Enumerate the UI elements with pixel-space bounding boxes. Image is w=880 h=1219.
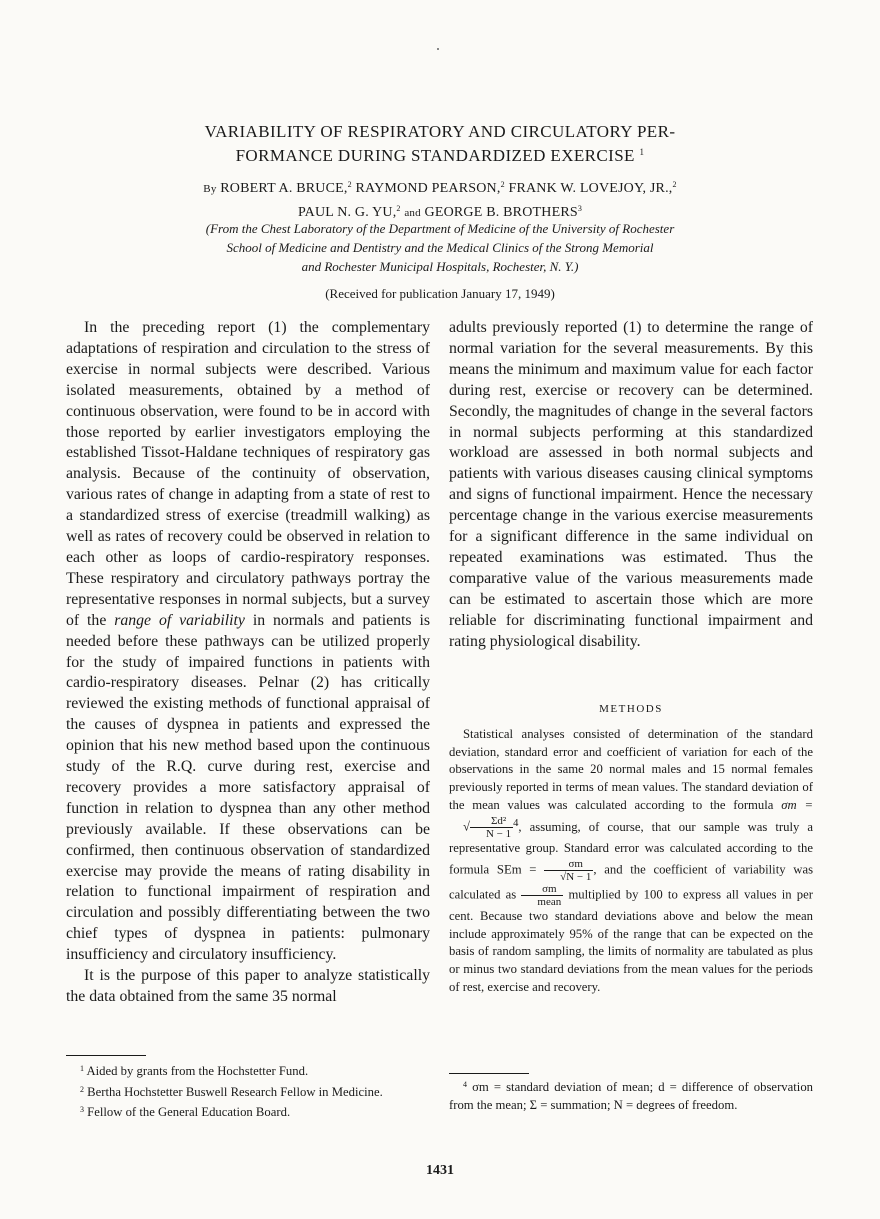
intro-text-b: in normals and patients is needed before these pathways can be utilized properly for the study of impaired functions in patients with cardio-respiratory diseases. Pelnar (2) has critically reviewed the existing methods of functional appraisal of the causes of dyspnea in patients and expressed the opinion that his new method based upon the continuous study of the R.Q. curve during rest, exercise and recovery provides a more satisfactory appraisal of function in relation to dyspnea than any other method previously available. If these observations can be confirmed, then continuous observation of standardized exercise may provide the means of rating disability in relation to functional impairment of respiration and circulation and possibly differentiating between the two chief types of dyspnea in patients: pulmonary insufficiency and circulatory insufficiency. [66, 611, 430, 964]
right-column [449, 318, 813, 653]
intro-emphasis: range of variability [114, 611, 245, 629]
received-date: (Received for publication January 17, 1949) [325, 286, 555, 301]
paragraph-purpose-continued: adults previously reported (1) to determine the range of normal variation for the several measurements. By this means the minimum and maximum value for each factor during rest, exercise or recovery can be determined. Secondly, the magnitudes of change in the several factors in normal subjects performing at this standardized workload are assessed in both normal subjects and patients with various diseases causing clinical symptoms and signs of functional impairment. Hence the necessary percentage change in the various exercise measurements for a significant difference in the same individual on repeated examinations was estimated. Thus the comparative value of the various measurements made can be estimated to ascertain those which are more reliable for discriminating functional impairment and rating physiological disability. [449, 319, 813, 650]
title-line-2-text: FORMANCE DURING STANDARDIZED EXERCISE [235, 146, 635, 165]
footnote-mark: 1 [80, 1064, 84, 1073]
formula-sd-denominator: N − 1 [485, 828, 512, 841]
footnote-mark: 4 [463, 1080, 467, 1089]
footnotes-left [66, 1060, 430, 1122]
formula-se-fraction [544, 858, 593, 883]
author-mark: 2 [500, 180, 505, 189]
affiliation-line-1: (From the Chest Laboratory of the Department of Medicine of the University of Rochester [205, 221, 675, 236]
methods-text-4: multiplied by 100 to express all values in per cent. Because two standard deviations above and below the mean include approximately 95% of the range that can be expected on the basis of random sampling, the limits of normality are tabulated as plus or minus two standard deviations from the mean values for the periods of rest, exercise and recovery. [449, 887, 813, 994]
methods-text [449, 726, 813, 997]
author-brothers: GEORGE B. BROTHERS [424, 205, 578, 220]
affiliation-line-2: School of Medicine and Dentistry and the Medical Clinics of the Strong Memorial [226, 240, 654, 255]
author-bruce: ROBERT A. BRUCE, [220, 181, 348, 196]
author-mark: 2 [347, 180, 352, 189]
methods-text-3: , and the coefficient of variability was calculated as [449, 862, 814, 902]
methods-text-2: , assuming, of course, that our sample was truly a representative group. Standard error was calculated according to the formula [449, 819, 813, 877]
formula-sd-numerator: Σd² [470, 815, 513, 828]
author-mark: 2 [396, 204, 401, 213]
footnote-1 [66, 1060, 430, 1081]
footnote-3 [66, 1101, 430, 1122]
article-title [90, 121, 790, 166]
author-mark: 2 [672, 180, 677, 189]
footnote-4 [449, 1076, 813, 1114]
author-pearson: RAYMOND PEARSON, [355, 181, 501, 196]
methods-paragraph [449, 726, 813, 997]
footnote-mark: 3 [80, 1105, 84, 1114]
footnote-divider-right [449, 1073, 529, 1074]
author-mark: 3 [577, 204, 583, 213]
paragraph-purpose: It is the purpose of this paper to analyze statistically the data obtained from the same 35 normal [66, 967, 430, 1005]
affiliation-line-3: and Rochester Municipal Hospitals, Rochester, N. Y.) [301, 259, 579, 274]
affiliation [110, 219, 770, 276]
author-line-1 [90, 175, 790, 199]
formula-footnote-mark: 4 [513, 817, 519, 829]
footnote-mark: 2 [80, 1084, 84, 1094]
author-list [90, 175, 790, 223]
methods-text-1: Statistical analyses consisted of determination of the standard deviation, standard error and coefficient of variation for each of the observations in the same 20 normal males and 15 normal females previously reported in terms of mean values. The standard deviation of the mean values was calculated according to the formula [449, 727, 813, 812]
title-footnote-mark: 1 [639, 147, 645, 157]
by-label: By [203, 183, 217, 195]
formula-se-denominator: √N − 1 [560, 871, 592, 884]
formula-se-lhs: SEm = [496, 862, 537, 877]
author-yu: PAUL N. G. YU, [297, 205, 397, 220]
page-number: 1431 [426, 1163, 454, 1178]
author-lovejoy: FRANK W. LOVEJOY, JR., [508, 181, 673, 196]
title-line-2 [90, 142, 790, 166]
footnote-text: σm = standard deviation of mean; d = difference of observation from the mean; Σ = summation; N = degrees of freedom. [449, 1080, 814, 1112]
formula-cv-denominator: mean [537, 896, 562, 909]
formula-se-numerator: σm [544, 858, 593, 871]
left-column [66, 318, 430, 1008]
formula-cv-numerator: σm [521, 883, 563, 896]
footnote-divider-left [66, 1055, 146, 1056]
and-label: and [404, 207, 421, 219]
footnote-text: Bertha Hochstetter Buswell Research Fellow in Medicine. [87, 1084, 383, 1099]
footnote-text: Fellow of the General Education Board. [87, 1105, 291, 1119]
formula-sd-root: √ $\frac{\text{Σd²}}{N - 1}$ [463, 815, 512, 841]
formula-sd-fraction [470, 815, 513, 840]
footnote-right [449, 1076, 813, 1114]
formula-sd-lhs: σm = [781, 797, 814, 812]
paragraph-intro [66, 318, 430, 966]
footnote-2 [66, 1081, 430, 1102]
title-line-1: VARIABILITY OF RESPIRATORY AND CIRCULATORY PER- [204, 122, 676, 141]
footnote-text: Aided by grants from the Hochstetter Fund. [86, 1064, 309, 1078]
section-heading-methods: METHODS [599, 703, 663, 715]
intro-text-a: In the preceding report (1) the complementary adaptations of respiration and circulation to the stress of exercise in normal subjects were described. Various isolated measurements, obtained by a method of continuous observation, were found to be in accord with those reported by earlier investigators employing the established Tissot-Haldane techniques of respiratory gas analysis. Because of the continuity of observation, various rates of change in adapting from a state of rest to a standardized stress of exercise (treadmill walking) as well as rates of recovery could be observed in relation to each other as loops of cardio-respiratory responses. These respiratory and circulatory pathways portray the representative responses in normal subjects, but a survey of the [66, 319, 430, 629]
formula-cv-fraction [521, 883, 563, 908]
scan-speck [437, 48, 439, 50]
